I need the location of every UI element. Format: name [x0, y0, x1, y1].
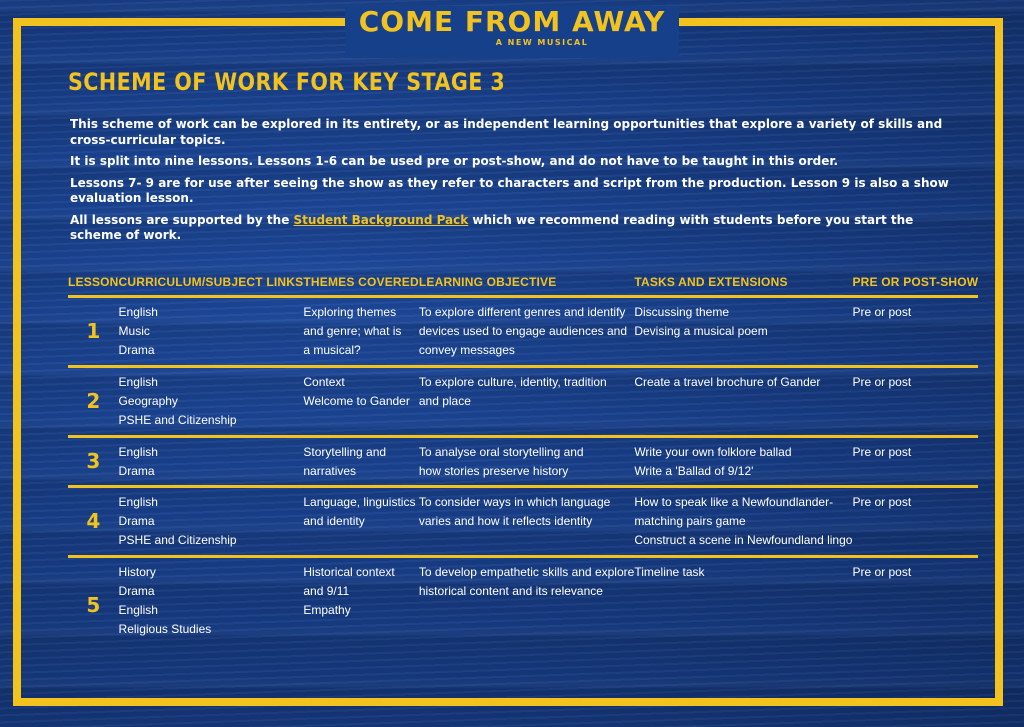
timing-cell: Pre or post — [852, 437, 978, 487]
theme-line: narratives — [303, 464, 357, 478]
objective-line: how stories preserve history — [418, 464, 569, 478]
lesson-number: 3 — [68, 437, 119, 487]
intro-paragraph-4 — [70, 213, 950, 244]
timing-cell: Pre or post — [852, 565, 912, 579]
themes-cell — [303, 437, 418, 487]
subjects-cell — [119, 557, 304, 653]
lesson-number: 4 — [68, 487, 119, 557]
objective-cell — [419, 297, 634, 367]
lesson-number: 1 — [68, 297, 119, 367]
task-line: Construct a scene in Newfoundland lingo — [634, 533, 853, 547]
logo-subtitle: A NEW MUSICAL — [495, 38, 589, 47]
timing-cell: Pre or post — [852, 297, 978, 367]
intro-p4-before: All lessons are supported by the — [70, 212, 294, 227]
table-row — [68, 297, 978, 367]
subject-item: English — [118, 495, 158, 509]
tasks-cell — [634, 367, 852, 437]
table-row — [68, 437, 978, 487]
objective-line: To explore different genres and identify — [418, 305, 626, 319]
subject-item: English — [118, 305, 158, 319]
objective-line: and place — [418, 394, 471, 408]
task-line: Devising a musical poem — [634, 324, 768, 338]
lesson-number: 5 — [86, 592, 101, 617]
objective-line: varies and how it reflects identity — [418, 514, 593, 528]
subject-item: Drama — [118, 464, 155, 478]
show-logo — [345, 6, 680, 58]
objective-line: To develop empathetic skills and explore — [418, 565, 635, 579]
intro-text — [70, 117, 950, 250]
objective-line: historical content and its relevance — [418, 584, 603, 598]
subject-item: Drama — [118, 584, 155, 598]
objective-cell — [419, 557, 634, 653]
themes-cell — [303, 367, 418, 437]
objective-cell — [419, 367, 634, 437]
subjects-cell — [119, 367, 304, 437]
task-line: Discussing theme — [634, 305, 730, 319]
objective-line: To explore culture, identity, tradition — [418, 375, 607, 389]
subject-item: Religious Studies — [118, 622, 212, 636]
task-line: Write your own folklore ballad — [634, 445, 792, 459]
subject-item: Drama — [118, 343, 155, 357]
intro-paragraph-3: Lessons 7- 9 are for use after seeing the show as they refer to characters and script from the production. Lesson 9 is also a show evaluation lesson. — [70, 175, 949, 205]
objective-line: To consider ways in which language — [418, 495, 611, 509]
theme-line: Exploring themes — [303, 305, 397, 319]
timing-cell: Pre or post — [852, 487, 978, 557]
intro-p4-after: which we recommend reading with students before you start the scheme of work. — [70, 212, 914, 242]
intro-paragraph-2: It is split into nine lessons. Lessons 1-6 can be used pre or post-show, and do not have to be taught in this order. — [70, 154, 839, 168]
subjects-cell — [119, 297, 304, 367]
subject-item: Drama — [118, 514, 155, 528]
task-line: Create a travel brochure of Gander — [634, 375, 821, 389]
logo-area — [0, 0, 1024, 58]
logo-title: COME FROM AWAY — [358, 5, 666, 38]
task-line: How to speak like a Newfoundlander- — [634, 495, 834, 509]
table-row — [68, 367, 978, 437]
objective-line: devices used to engage audiences and — [418, 324, 628, 338]
objective-cell — [419, 437, 634, 487]
task-line: Timeline task — [634, 565, 705, 579]
subject-item: Geography — [118, 394, 178, 408]
objective-line: To analyse oral storytelling and — [418, 445, 584, 459]
task-line: Write a 'Ballad of 9/12' — [634, 464, 754, 478]
themes-cell — [303, 557, 418, 653]
scheme-of-work-table — [68, 272, 978, 653]
objective-line: convey messages — [418, 343, 515, 357]
theme-line: and identity — [303, 514, 365, 528]
header-timing: PRE OR POST-SHOW — [852, 272, 978, 297]
subject-item: PSHE and Citizenship — [118, 533, 237, 547]
objective-cell — [419, 487, 634, 557]
subjects-cell — [119, 487, 304, 557]
table-row — [68, 557, 978, 653]
theme-line: Historical context — [303, 565, 395, 579]
subject-item: English — [118, 603, 158, 617]
header-objective: LEARNING OBJECTIVE — [419, 272, 634, 297]
theme-line: and genre; what is — [303, 324, 402, 338]
theme-line: Welcome to Gander — [303, 394, 410, 408]
subject-item: English — [118, 375, 158, 389]
subject-item: Music — [118, 324, 150, 338]
tasks-cell — [634, 297, 852, 367]
intro-paragraph-1: This scheme of work can be explored in its entirety, or as independent learning opportunities that explore a variety of skills and cross-curricular topics. — [70, 117, 943, 147]
header-tasks: TASKS AND EXTENSIONS — [634, 272, 852, 297]
table-row — [68, 487, 978, 557]
theme-line: a musical? — [303, 343, 361, 357]
student-background-pack-link[interactable]: Student Background Pack — [293, 212, 469, 227]
theme-line: and 9/11 — [303, 584, 350, 598]
task-line: matching pairs game — [634, 514, 746, 528]
tasks-cell — [634, 437, 852, 487]
theme-line: Storytelling and — [303, 445, 387, 459]
subjects-cell — [119, 437, 304, 487]
theme-line: Context — [303, 375, 345, 389]
subject-item: History — [118, 565, 156, 579]
themes-cell — [303, 487, 418, 557]
header-curriculum: CURRICULUM/SUBJECT LINKS — [119, 272, 304, 297]
timing-cell: Pre or post — [852, 367, 978, 437]
subject-item: PSHE and Citizenship — [118, 413, 237, 427]
header-themes: THEMES COVERED — [303, 272, 418, 297]
tasks-cell — [634, 487, 852, 557]
table-header-row — [68, 272, 978, 297]
theme-line: Language, linguistics — [303, 495, 416, 509]
theme-line: Empathy — [303, 603, 351, 617]
themes-cell — [303, 297, 418, 367]
subject-item: English — [118, 445, 158, 459]
lesson-number: 2 — [68, 367, 119, 437]
tasks-cell — [634, 557, 852, 653]
header-lesson: LESSON — [68, 272, 119, 297]
page-title: SCHEME OF WORK FOR KEY STAGE 3 — [68, 68, 506, 96]
